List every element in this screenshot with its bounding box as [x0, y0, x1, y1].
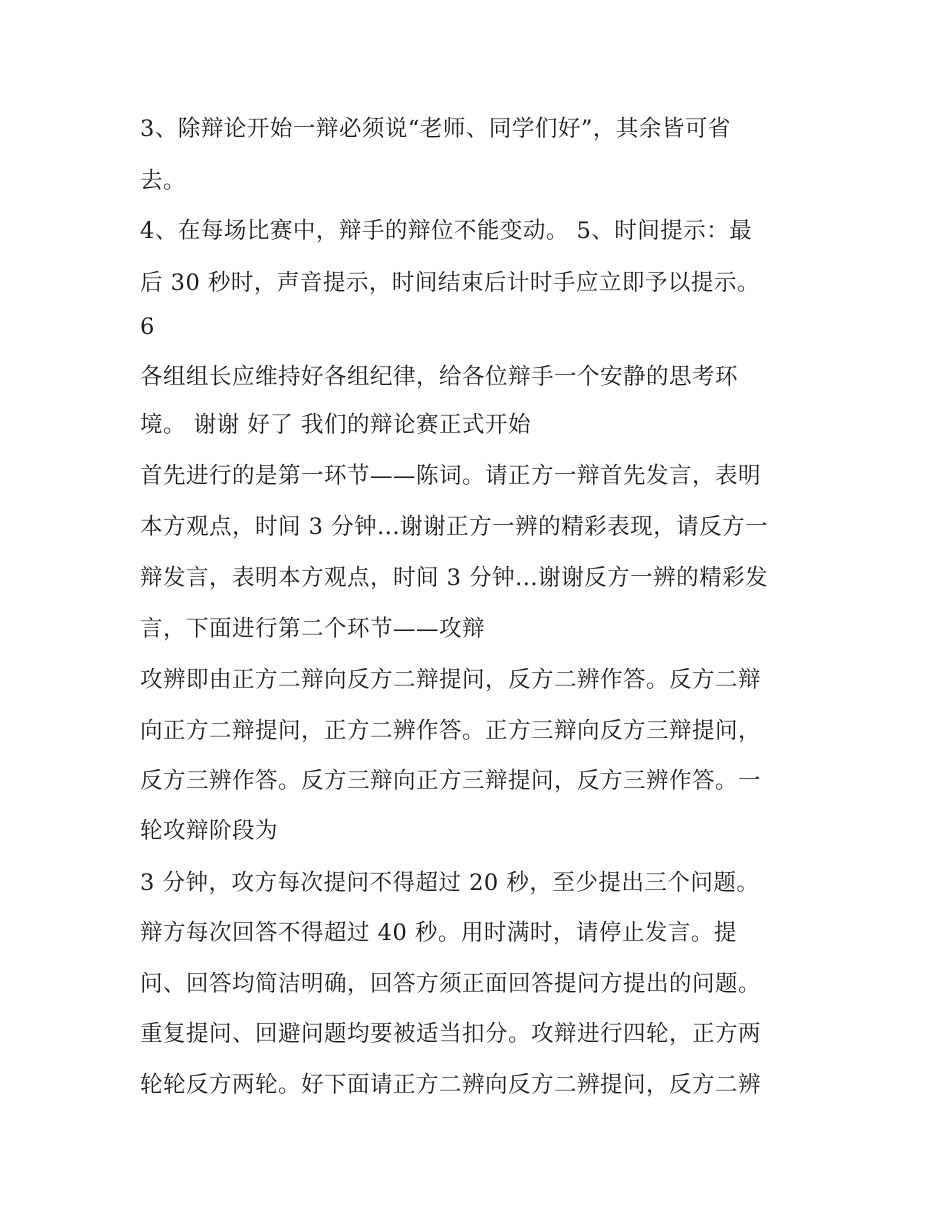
text-line: 轮轮反方两轮。好下面请正方二辨向反方二辨提问，反方二辨 — [140, 1072, 762, 1098]
text-line: 重复提问、回避问题均要被适当扣分。攻辩进行四轮，正方两 — [140, 1021, 762, 1047]
text-line: 各组组长应维持好各组纪律，给各位辩手一个安静的思考环 — [140, 364, 739, 390]
text-line: 辩发言，表明本方观点，时间 3 分钟...谢谢反方一辨的精彩发 — [140, 565, 769, 591]
text-line: 攻辨即由正方二辩向反方二辩提问，反方二辨作答。反方二辩 — [140, 667, 762, 693]
text-line: 向正方二辩提问，正方二辨作答。正方三辩向反方三辩提问， — [140, 718, 762, 744]
text-line: 后 30 秒时，声音提示，时间结束后计时手应立即予以提示。 — [140, 270, 760, 296]
text-line: 去。 — [140, 168, 187, 194]
text-line: 首先进行的是第一环节——陈词。请正方一辩首先发言，表明 — [140, 463, 762, 489]
text-line: 4、在每场比赛中，辩手的辩位不能变动。 5、时间提示：最 — [140, 218, 753, 244]
text-line: 境。 谢谢 好了 我们的辩论赛正式开始 — [140, 412, 531, 438]
text-line: 反方三辨作答。反方三辩向正方三辩提问，反方三辨作答。一 — [140, 768, 762, 794]
text-line: 本方观点，时间 3 分钟...谢谢正方一辨的精彩表现，请反方一 — [140, 514, 769, 540]
text-line: 3 分钟，攻方每次提问不得超过 20 秒，至少提出三个问题。 — [140, 870, 760, 896]
text-line: 问、回答均简洁明确，回答方须正面回答提问方提出的问题。 — [140, 971, 762, 997]
text-line: 6 — [140, 314, 155, 340]
text-line: 轮攻辩阶段为 — [140, 818, 279, 844]
text-line: 言，下面进行第二个环节——攻辩 — [140, 616, 486, 642]
text-line: 辩方每次回答不得超过 40 秒。用时满时，请停止发言。提 — [140, 920, 737, 946]
text-line: 3、除辩论开始一辩必须说“老师、同学们好”，其余皆可省 — [140, 116, 731, 142]
